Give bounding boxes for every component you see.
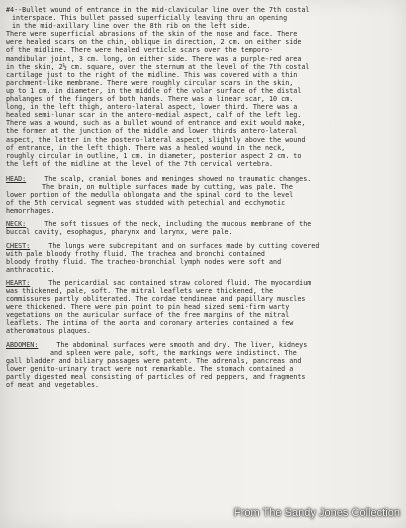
text-line: up to 1 cm. in diameter, in the middle of the volar surface of the distal <box>6 86 302 95</box>
section-text: The soft tissues of the neck, including the mucous membrane of the <box>44 220 312 229</box>
text-line: healed semi-lunar scar in the antero-medial aspect, calf of the left leg. <box>6 111 302 120</box>
section-heading: HEART: <box>6 278 31 287</box>
document-body <box>6 6 400 394</box>
text-line: of meat and vegetables. <box>6 381 100 390</box>
text-line: with pale bloody frothy fluid. The trachea and bronchi contained <box>6 249 265 258</box>
text-line: gall bladder and biliary passages were patent. The adrenals, pancreas and <box>6 356 302 365</box>
text-line: in the mid-axillary line over the 8th rib on the left side. <box>12 22 251 31</box>
external-findings-paragraph <box>6 6 400 168</box>
text-line: long, in the left thigh, antero-lateral aspect, lower third. There was a <box>6 103 298 112</box>
text-line: and spleen were pale, soft, the markings were indistinct. The <box>50 348 297 357</box>
text-line: #4--Bullet wound of entrance in the mid-clavicular line over the 7th costal <box>6 6 310 14</box>
text-line: There were superficial abrasions of the skin of the nose and face. There <box>6 30 298 39</box>
section-text: The pericardial sac contained straw colored fluid. The myocardium <box>48 278 312 287</box>
text-line: lower genito-urinary tract were not remarkable. The stomach contained a <box>6 364 294 373</box>
chest-section <box>6 242 400 274</box>
text-line: bloody frothy fluid. The tracheo-bronchial lymph nodes were soft and <box>6 257 282 266</box>
text-line: buccal cavity, esophagus, pharynx and larynx, were pale. <box>6 228 233 237</box>
text-line: of the midline. There were healed verticle scars over the temporo- <box>6 46 274 55</box>
text-line: partly digested meal consisting of particles of red peppers, and fragments <box>6 372 306 381</box>
heart-section <box>6 279 400 336</box>
text-line: anthracotic. <box>6 265 55 274</box>
head-section <box>6 175 400 215</box>
text-line: vegetations on the auricular surface of the free margins of the mitral <box>6 311 290 320</box>
text-line: the left of the midline at the level of the 7th cervical vertebra. <box>6 159 274 168</box>
text-line: were healed scars on the chin, oblique in direction, 2 cm. on either side <box>6 38 302 47</box>
section-heading: CHEST: <box>6 241 31 250</box>
section-first-line <box>6 242 400 250</box>
section-first-line <box>6 279 400 287</box>
text-line: hemorrhages. <box>6 207 55 216</box>
section-first-line <box>6 220 400 228</box>
text-line: lower portion of the medulla oblongata and the spinal cord to the level <box>6 191 294 200</box>
neck-section <box>6 220 400 236</box>
section-first-line <box>6 175 400 183</box>
text-line: aspect, the latter in the postero-lateral aspect, slightly above the wound <box>6 135 306 144</box>
text-line: of entrance, in the left thigh. There was a healed wound in the neck, <box>6 143 286 152</box>
section-text: The abdominal surfaces were smooth and dry. The liver, kidneys <box>56 340 308 349</box>
section-heading: ABDOMEN: <box>6 340 39 349</box>
text-line: atheromatous plaques. <box>6 327 91 336</box>
abdomen-section <box>6 341 400 390</box>
section-first-line <box>6 341 400 349</box>
text-line: in the skin, 2½ cm. square, over the sternum at the level of the 7th costal <box>6 62 310 71</box>
section-text: The lungs were subcrepitant and on surfaces made by cutting covered <box>48 241 320 250</box>
text-line: parchment-like membrane. There were roughly circular scars in the skin, <box>6 78 294 87</box>
section-text: The scalp, cranial bones and meninges showed no traumatic changes. <box>44 174 312 183</box>
text-line: roughly circular in outline, 1 cm. in diameter, posterior aspect 2 cm. to <box>6 151 302 160</box>
text-line: interspace. This bullet passed superficially leaving thru an opening <box>12 14 288 23</box>
text-line: leaflets. The intima of the aorta and coronary arteries contained a few <box>6 319 294 328</box>
text-line: There was a wound, such as a bullet wound of entrance and exit would make, <box>6 119 306 128</box>
text-line: of the 5th cervical segment was studded with petechial and ecchymotic <box>6 199 286 208</box>
text-line: mandibular joint, 3 cm. long, on either side. There was a purple-red area <box>6 54 302 63</box>
text-line: the former at the junction of the middle and lower thirds antero-lateral <box>6 127 298 136</box>
collection-watermark: From The Sandy Jones Collection <box>233 507 400 519</box>
text-line: commissures partly obliterated. The cordae tendineae and papillary muscles <box>6 295 306 304</box>
text-line: was thickened, pale, soft. The mitral leaflets were thickened, the <box>6 287 274 295</box>
text-line: cartilage just to the right of the midline. This was covered with a thin <box>6 70 298 79</box>
section-heading: HEAD: <box>6 174 27 183</box>
text-line: phalanges of the fingers of both hands. There was a linear scar, 10 cm. <box>6 95 294 104</box>
text-line: The brain, on multiple surfaces made by cutting, was pale. The <box>42 182 293 191</box>
section-heading: NECK: <box>6 220 27 229</box>
text-line: were thickened. There were pin point to pin head sized semi-firm warty <box>6 303 290 312</box>
